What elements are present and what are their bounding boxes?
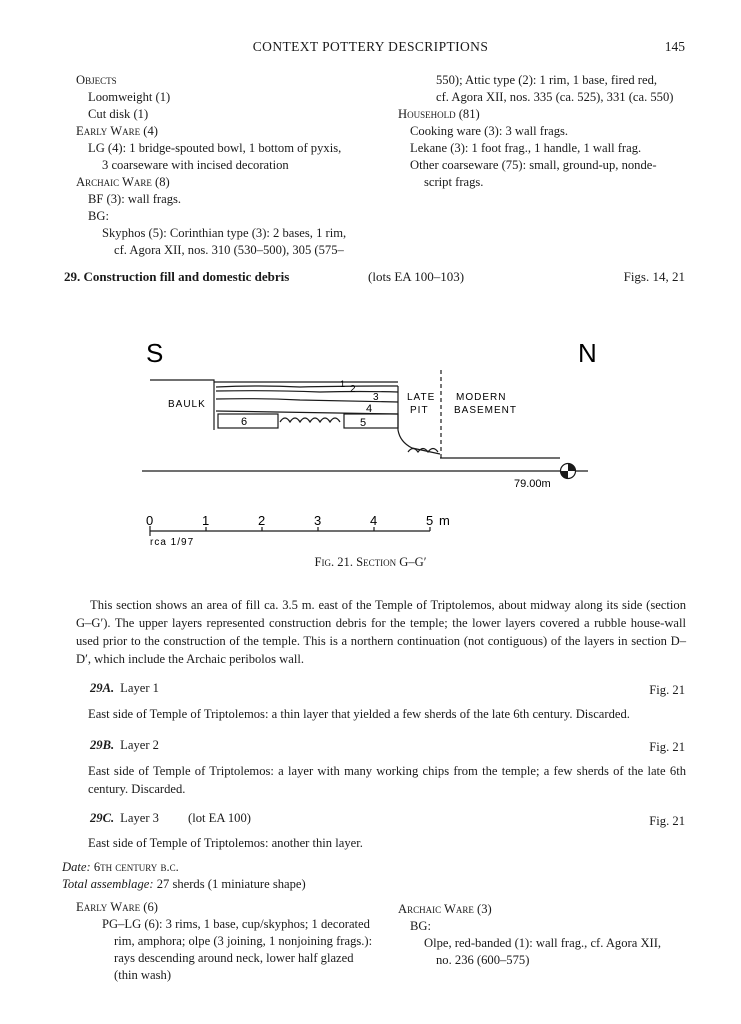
skyphos-line1: Skyphos (5): Corinthian type (3): 2 bases, 1 rim, xyxy=(102,226,347,240)
label-layer-3: 3 xyxy=(373,392,379,403)
lg-entry-line1: LG (4): 1 bridge-spouted bowl, 1 bottom of pyxis, xyxy=(88,141,342,155)
total-label: Total assemblage: xyxy=(62,877,154,891)
label-pit: PIT xyxy=(410,405,429,416)
label-layer-5: 5 xyxy=(360,417,367,429)
section-figure-ref: Figs. 14, 21 xyxy=(623,269,685,284)
other-coarseware-line1: Other coarseware (75): small, ground-up, nonde- xyxy=(410,158,657,172)
loomweight-entry: Loomweight (1) xyxy=(88,90,171,104)
label-layer-6: 6 xyxy=(241,416,248,428)
pg-lg-entry: PG–LG (6): 3 rims, 1 base, cup/skyphos; 1 decorated rim, amphora; olpe (3 joining, 1 nonjoining frags.): rays descending around neck, lower half glazed (thin wash) xyxy=(102,917,373,982)
scale-tick-5: 5 xyxy=(426,513,434,528)
bottom-archaic-heading: Archaic Ware (3) xyxy=(398,902,492,916)
other-coarseware-line2: script frags. xyxy=(424,175,484,189)
attic-cont-line1: 550); Attic type (2): 1 rim, 1 base, fired red, xyxy=(436,73,658,87)
olpe-line1: Olpe, red-banded (1): wall frag., cf. Agora XII, xyxy=(424,936,662,950)
scale-tick-2: 2 xyxy=(258,513,266,528)
running-title: CONTEXT POTTERY DESCRIPTIONS xyxy=(252,39,489,54)
section-drawing xyxy=(0,330,741,550)
layer-29c-heading xyxy=(90,810,159,827)
label-late: LATE xyxy=(407,392,436,403)
section-heading: 29. Construction fill and domestic debris xyxy=(64,269,290,284)
layer-2-bottom xyxy=(216,391,398,392)
label-layer-4: 4 xyxy=(366,403,373,415)
figure-caption: Fig. 21. Section G–G′ xyxy=(314,555,427,569)
baulk-top-line xyxy=(150,380,214,386)
bottom-bg-entry: BG: xyxy=(410,919,431,933)
lg-entry-line2: 3 coarseware with incised decoration xyxy=(102,158,289,172)
total-value: 27 sherds (1 miniature shape) xyxy=(156,877,306,891)
archaic-ware-heading: Archaic Ware (8) xyxy=(76,175,170,189)
attic-cont-line2: cf. Agora XII, nos. 335 (ca. 525), 331 (ca. 550) xyxy=(436,90,674,104)
layer-29a-id: 29A. xyxy=(90,681,115,695)
layer-1-bottom xyxy=(216,386,398,387)
scale-tick-1: 1 xyxy=(202,513,210,528)
layer-29b-fig: Fig. 21 xyxy=(649,740,685,754)
scale-tick-3: 3 xyxy=(314,513,322,528)
label-north: N xyxy=(578,338,597,368)
section-description xyxy=(76,596,686,668)
lekane-entry: Lekane (3): 1 foot frag., 1 handle, 1 wall frag. xyxy=(410,141,642,155)
bottom-right-column xyxy=(398,901,661,969)
layer-5-block xyxy=(344,414,398,428)
layer-29a-fig: Fig. 21 xyxy=(649,683,685,697)
scale-tick-0: 0 xyxy=(146,513,154,528)
layer-29b-heading xyxy=(90,737,159,754)
layer-29c-title: Layer 3 xyxy=(120,811,159,825)
label-south: S xyxy=(146,338,164,368)
layer-29b-id: 29B. xyxy=(90,738,115,752)
layer-29b-desc: East side of Temple of Triptolemos: a layer with many working chips from the temple; a few sherds of the late 6th century. Discarded. xyxy=(88,764,686,796)
layer-3-bottom xyxy=(216,399,398,402)
label-datum: 79.00m xyxy=(514,478,551,490)
cut-disk-entry: Cut disk (1) xyxy=(88,107,149,121)
rubble-wall xyxy=(280,418,340,422)
bottom-left-column xyxy=(76,899,376,984)
skyphos-line2: cf. Agora XII, nos. 310 (530–500), 305 (575– xyxy=(114,243,344,257)
layer-29c-fig: Fig. 21 xyxy=(649,814,685,828)
total-assemblage-line xyxy=(62,876,306,893)
layer-29a-desc: East side of Temple of Triptolemos: a thin layer that yielded a few sherds of the late 6th century. Discarded. xyxy=(88,707,630,721)
early-ware-heading: Early Ware (4) xyxy=(76,124,158,138)
label-layer-2: 2 xyxy=(350,384,356,395)
date-label: Date: xyxy=(62,860,91,874)
bg-entry: BG: xyxy=(88,209,109,223)
layer-29c-desc: East side of Temple of Triptolemos: another thin layer. xyxy=(88,836,363,850)
top-left-column xyxy=(76,72,346,259)
section-lots: (lots EA 100–103) xyxy=(368,269,465,284)
layer-6-block xyxy=(218,414,278,428)
scale-bar xyxy=(150,526,430,536)
layer-29c-id: 29C. xyxy=(90,811,115,825)
scale-tick-4: 4 xyxy=(370,513,378,528)
layer-29b-title: Layer 2 xyxy=(120,738,159,752)
bf-entry: BF (3): wall frags. xyxy=(88,192,182,206)
layer-29a-heading xyxy=(90,680,159,697)
label-modern: MODERN xyxy=(456,392,507,403)
cooking-ware-entry: Cooking ware (3): 3 wall frags. xyxy=(410,124,569,138)
date-line xyxy=(62,859,179,876)
datum-marker xyxy=(561,464,576,479)
layer-29a-title: Layer 1 xyxy=(120,681,159,695)
label-basement: BASEMENT xyxy=(454,405,518,416)
top-right-column xyxy=(398,72,673,191)
description-text: This section shows an area of fill ca. 3.5 m. east of the Temple of Triptolemos, about midway along its side (section G–G′). The upper layers represented construction debris for the temple; the lower layers covered a rubble house-wall used prior to the construction of the temple. This is a northern continuation (not contiguous) of the layers in section D–D′, which include the Archaic peribolos wall. xyxy=(76,598,686,666)
bottom-early-ware-heading: Early Ware (6) xyxy=(76,900,158,914)
date-value: 6th century b.c. xyxy=(93,860,179,874)
page-number: 145 xyxy=(664,39,685,54)
drawing-credit: rca 1/97 xyxy=(150,537,195,548)
label-layer-1: 1 xyxy=(340,379,346,389)
label-baulk: BAULK xyxy=(168,399,206,410)
household-heading: Household (81) xyxy=(398,107,480,121)
olpe-line2: no. 236 (600–575) xyxy=(436,953,530,967)
scale-unit: m xyxy=(439,513,450,528)
layer-29c-lot: (lot EA 100) xyxy=(188,811,251,825)
objects-heading: Objects xyxy=(76,73,117,87)
